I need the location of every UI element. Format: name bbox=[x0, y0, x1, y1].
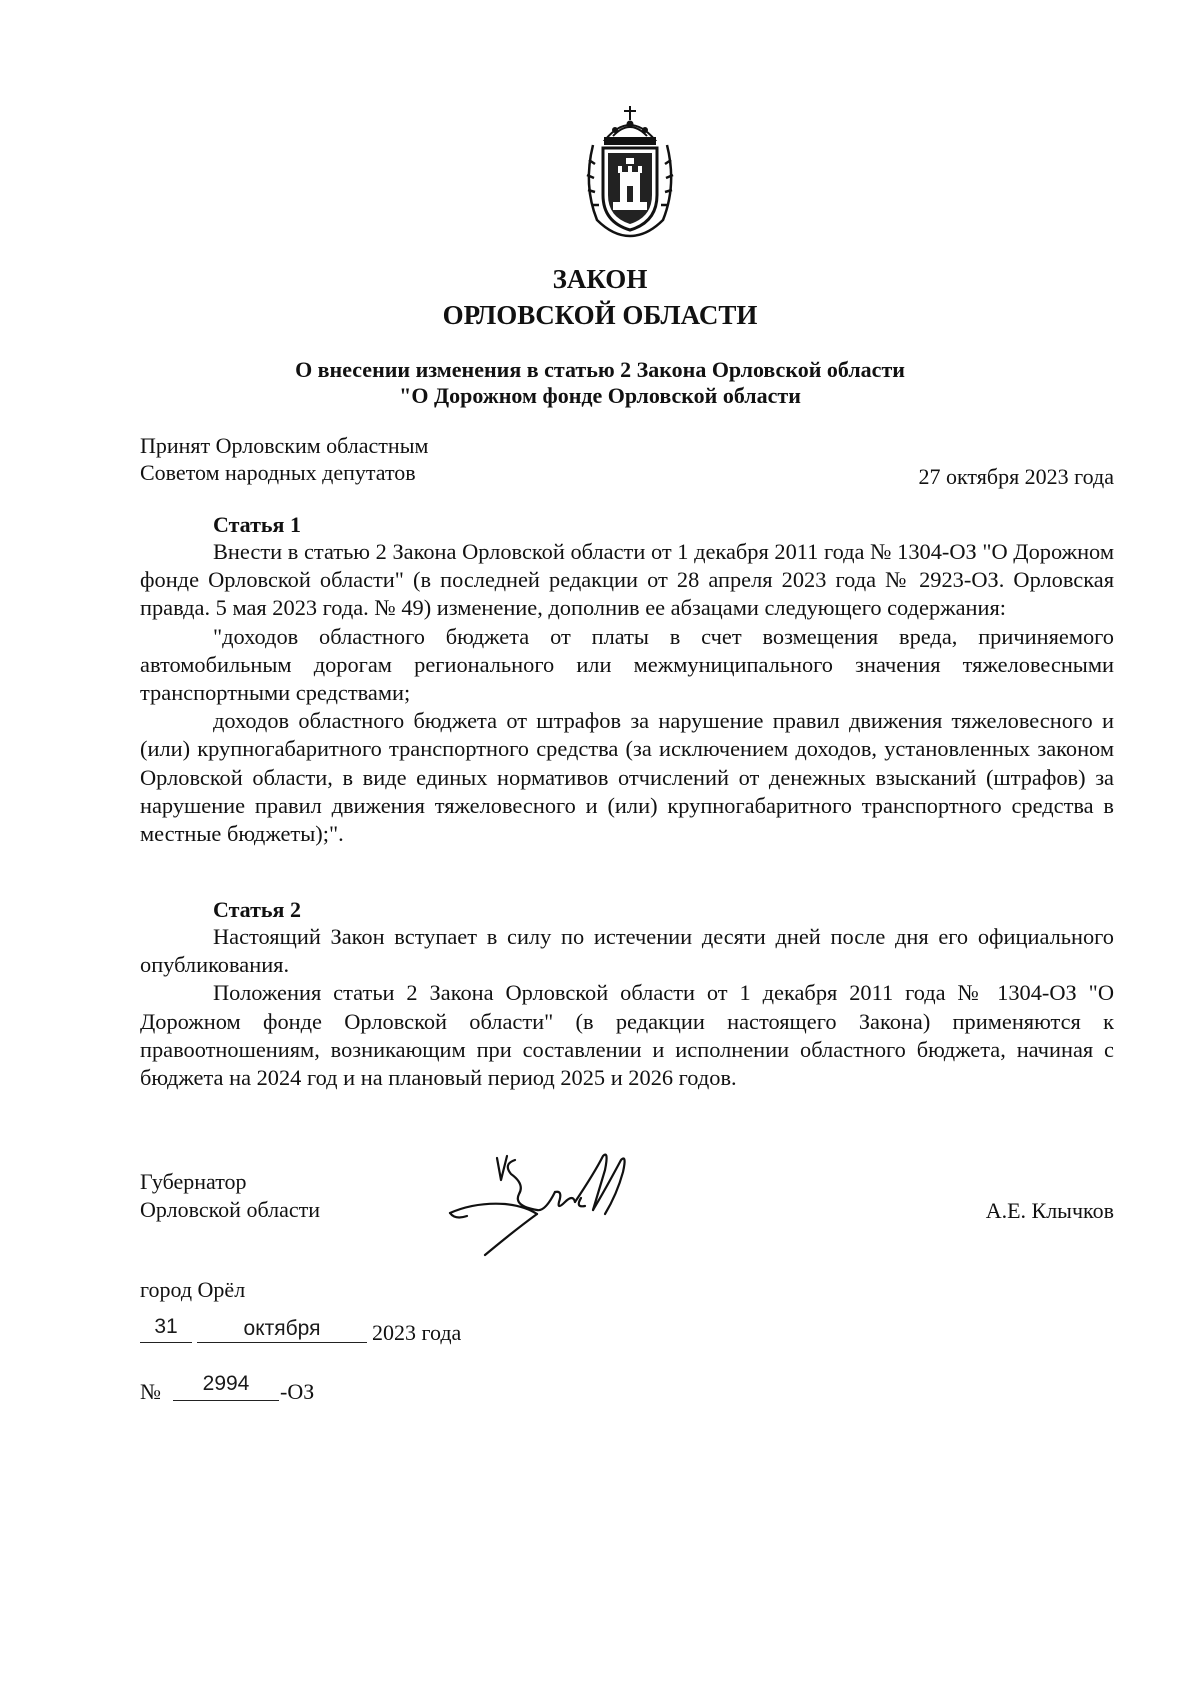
signatory-position-line2: Орловской области bbox=[140, 1197, 320, 1222]
number-underline bbox=[173, 1400, 279, 1401]
handwritten-signature bbox=[445, 1150, 655, 1260]
document-title-line1: ЗАКОН bbox=[552, 264, 648, 294]
signing-month: октября bbox=[243, 1317, 321, 1340]
article2-paragraph: Настоящий Закон вступает в силу по истечении десяти дней после дня его официального опубликования. bbox=[140, 924, 1114, 978]
signing-day: 31 bbox=[154, 1315, 178, 1338]
adoption-line2: Советом народных депутатов bbox=[140, 460, 416, 485]
adoption-date: 27 октября 2023 года bbox=[918, 464, 1114, 489]
document-subtitle-line1: О внесении изменения в статью 2 Закона Орловской области bbox=[295, 357, 905, 382]
adoption-line1: Принят Орловским областным bbox=[140, 433, 429, 458]
number-suffix: -ОЗ bbox=[280, 1379, 315, 1404]
document-title-line2: ОРЛОВСКОЙ ОБЛАСТИ bbox=[442, 300, 758, 330]
article1-body bbox=[140, 538, 1114, 848]
coat-of-arms-emblem bbox=[575, 100, 685, 240]
article1-heading: Статья 1 bbox=[213, 512, 301, 537]
city: город Орёл bbox=[140, 1277, 246, 1302]
signatory-name: А.Е. Клычков bbox=[985, 1198, 1114, 1223]
article1-paragraph: доходов областного бюджета от штрафов за нарушение правил движения тяжеловесного и (или) крупногабаритного транспортного средства (за исключением доходов, установленных законом Орловской области, в виде единых нормативов отчислений от денежных взысканий (штрафов) за нарушение правил движения тяжеловесного и (или) крупногабаритного транспортного средства в местные бюджеты);". bbox=[140, 708, 1114, 847]
article2-body bbox=[140, 923, 1114, 1092]
signatory-position-line1: Губернатор bbox=[140, 1169, 247, 1194]
number-sign: № bbox=[140, 1379, 161, 1404]
signing-year: 2023 года bbox=[372, 1320, 462, 1345]
document-subtitle-line2: "О Дорожном фонде Орловской области bbox=[399, 383, 801, 408]
day-underline bbox=[140, 1342, 192, 1343]
article1-paragraph: Внести в статью 2 Закона Орловской области от 1 декабря 2011 года № 1304-ОЗ "О Дорожном фонде Орловской области" (в последней редакции от 28 апреля 2023 года № 2923-ОЗ. Орловская правда. 5 мая 2023 года. № 49) изменение, дополнив ее абзацами следующего содержания: bbox=[140, 539, 1114, 621]
article1-paragraph: "доходов областного бюджета от платы в счет возмещения вреда, причиняемого автомобильным дорогам регионального или межмуниципального значения тяжеловесными транспортными средствами; bbox=[140, 623, 1114, 706]
article2-paragraph: Положения статьи 2 Закона Орловской области от 1 декабря 2011 года № 1304-ОЗ "О Дорожном фонде Орловской области" (в редакции настоящего Закона) применяются к правоотношениям, возникающим при составлении и исполнении областного бюджета, начиная с бюджета на 2024 год и на плановый период 2025 и 2026 годов. bbox=[140, 980, 1114, 1091]
law-number: 2994 bbox=[202, 1372, 250, 1395]
article2-heading: Статья 2 bbox=[213, 897, 301, 922]
month-underline bbox=[197, 1342, 367, 1343]
